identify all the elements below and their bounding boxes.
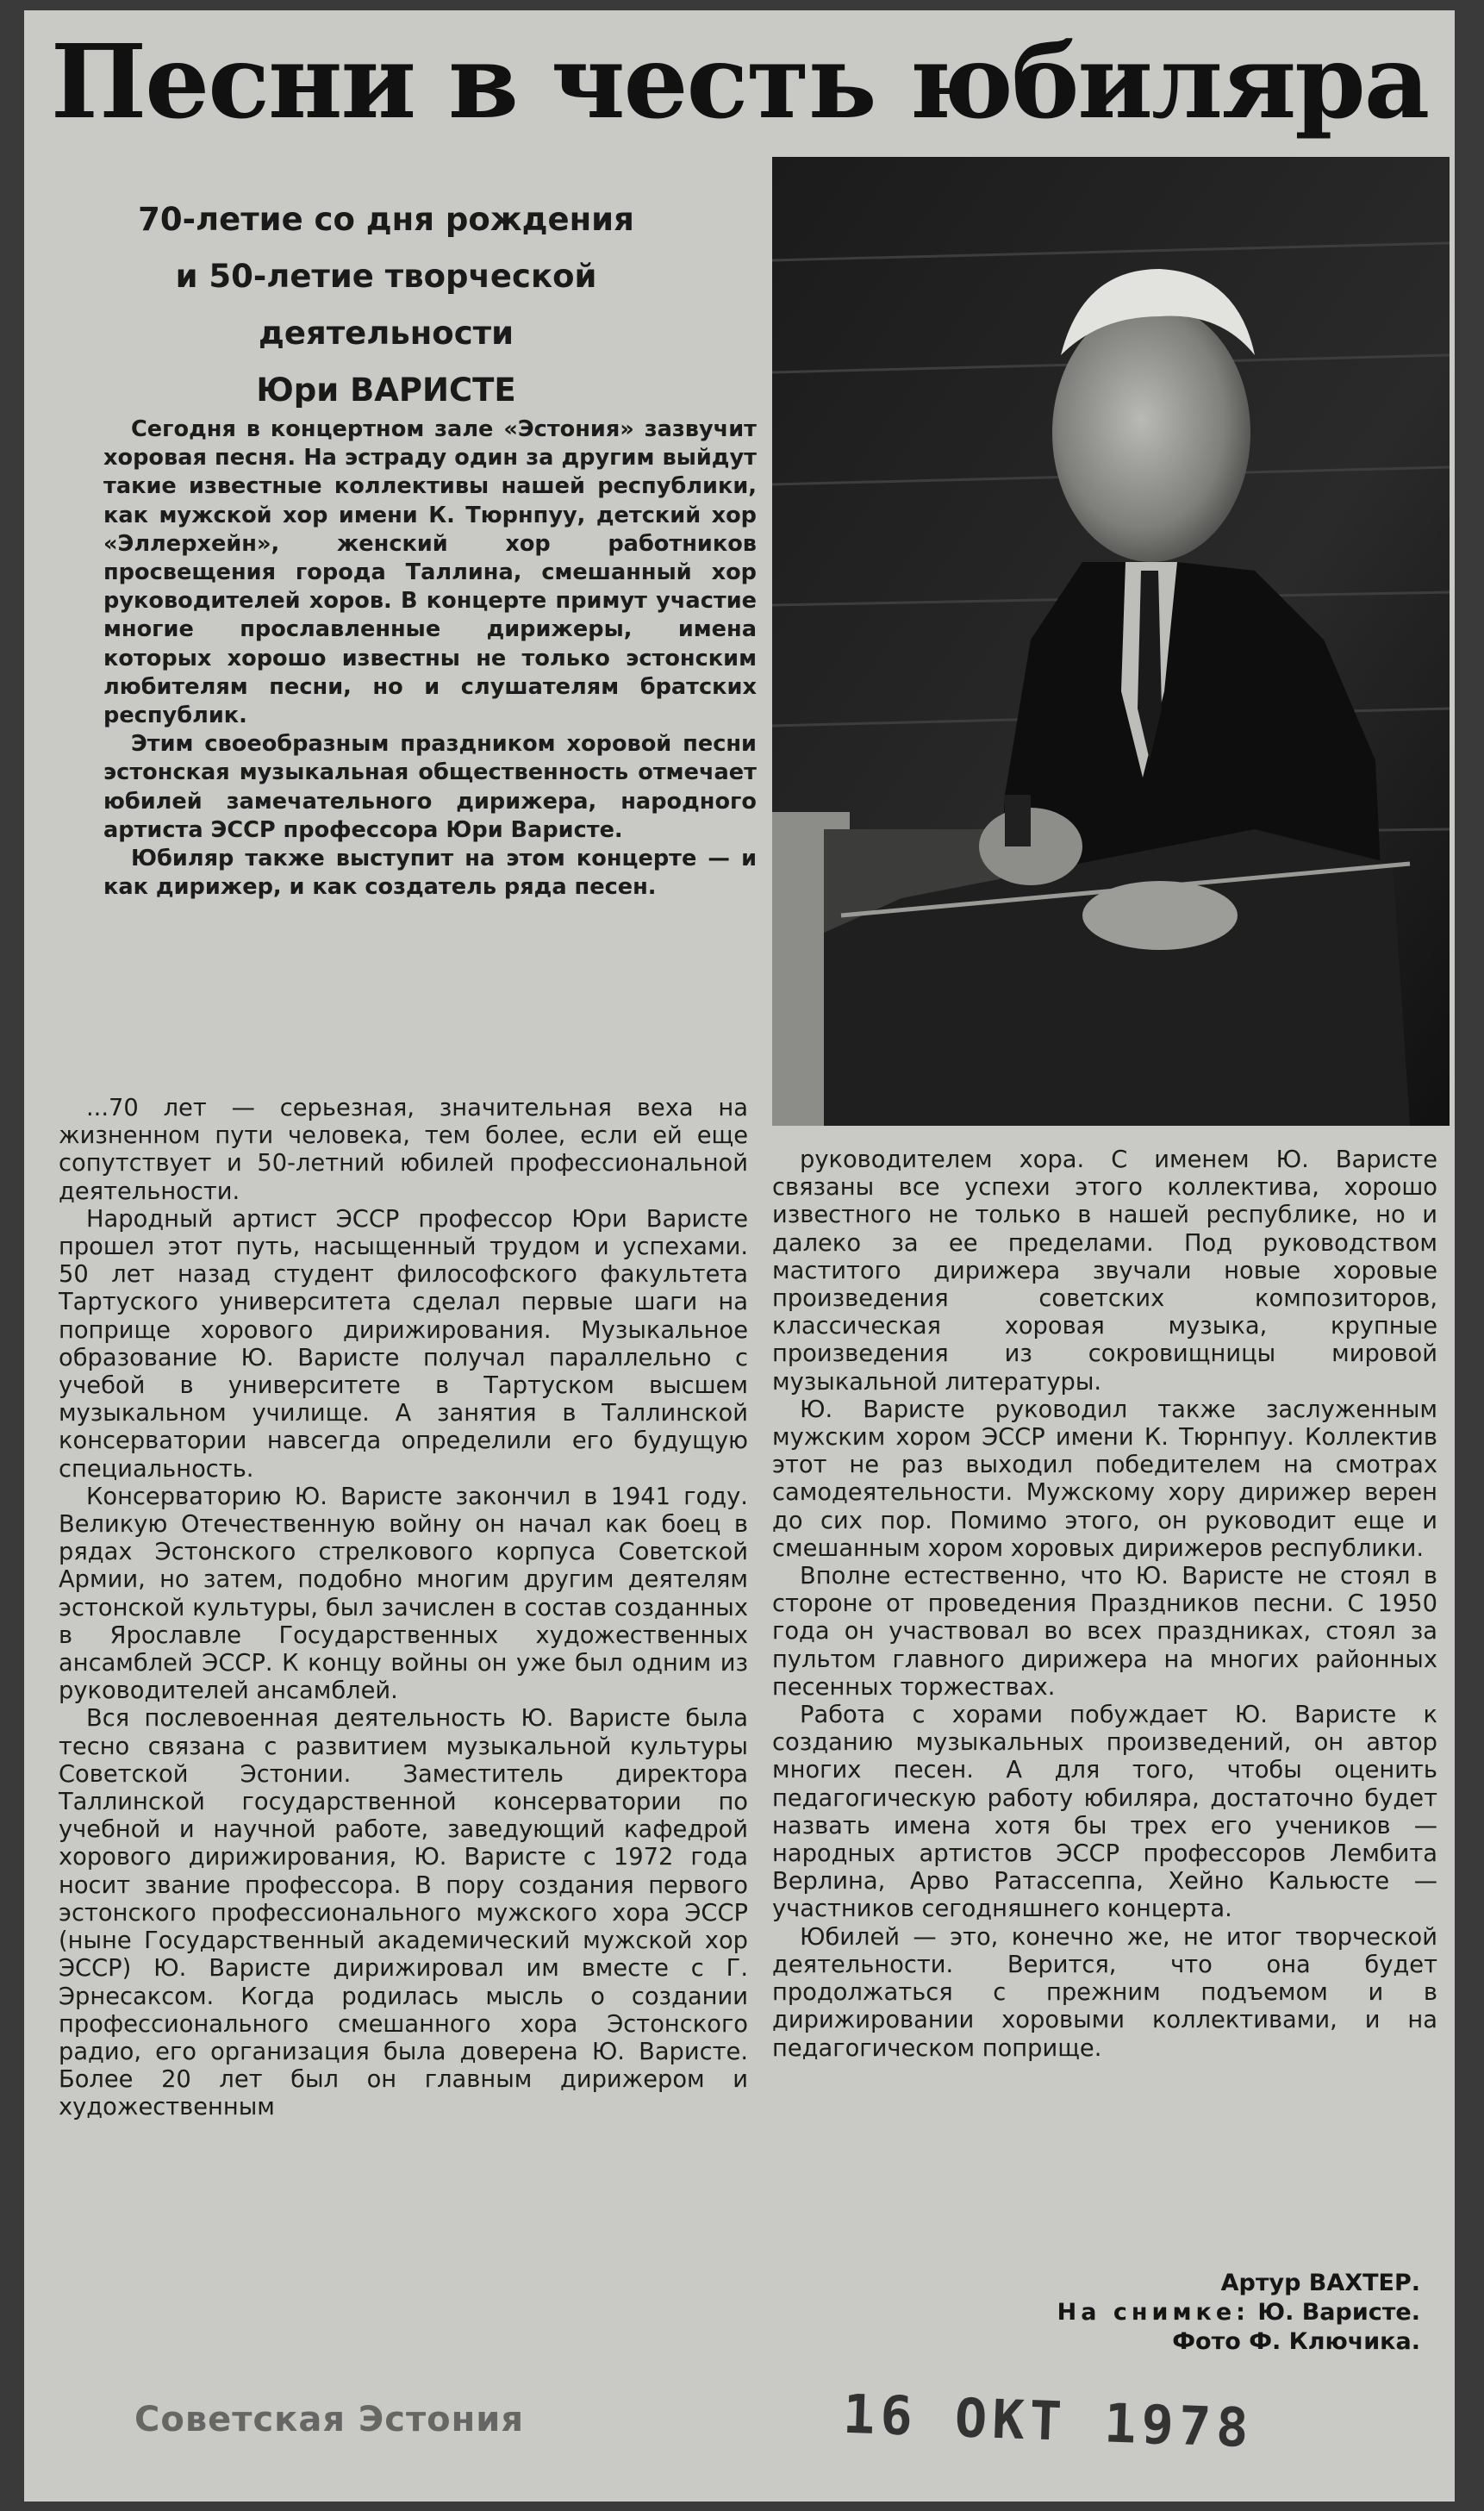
article-column-left: [59, 1095, 748, 2122]
photo-caption-value: Ю. Варисте.: [1257, 2299, 1420, 2326]
portrait-photo-image: [772, 157, 1450, 1126]
newspaper-name-stamp: Советская Эстония: [134, 2400, 524, 2439]
subheadline: [59, 191, 714, 419]
headline: Песни в честь юбиляра: [50, 22, 1429, 141]
article-paragraph: Вся послевоенная деятельность Ю. Варисте была тесно связана с развитием музыкальной культуры Советской Эстонии. Заместитель директора Таллинской государственной консерватории по учебной и научной работе, заведующий кафедрой хорового дирижирования, Ю. Варисте с 1972 года носит звание профессора. В пору создания первого эстонского профессионального мужского хора ЭССР (ныне Государственный академический мужской хор ЭССР) Ю. Варисте дирижировал им вместе с Г. Эрнесаксом. Когда родилась мысль о создании профессионального смешанного хора Эстонского радио, его организация была доверена Ю. Варисте. Более 20 лет был он главным дирижером и художественным: [59, 1705, 748, 2121]
photo-caption: [938, 2298, 1420, 2327]
article-paragraph: ...70 лет — серьезная, значительная веха на жизненном пути человека, тем более, если ей еще сопутствует и 50-летний юбилей профессиональной деятельности.: [59, 1095, 748, 1205]
portrait-photo: [772, 157, 1450, 1126]
article-column-right: [772, 1146, 1437, 2063]
article-paragraph: Народный артист ЭССР профессор Юри Варисте прошел этот путь, насыщенный трудом и успехами. 50 лет назад студент философского факультета Тартуского университета сделал первые шаги на поприще хорового дирижирования. Музыкальное образование Ю. Варисте получал параллельно с учебой в университете в Тартуском высшем музыкальном училище. А занятия в Таллинской консерватории навсегда определили его будущую специальность.: [59, 1205, 748, 1483]
subheadline-line-3: Юри ВАРИСТЕ: [256, 372, 516, 409]
article-paragraph: Консерваторию Ю. Варисте закончил в 1941 году. Великую Отечественную войну он начал как боец в рядах Эстонского стрелкового корпуса Советской Армии, но затем, подобно многим другим деятелям эстонской культуры, был зачислен в состав созданных в Ярославле Государственных художественных ансамблей ЭССР. К концу войны он уже был одним из руководителей ансамблей.: [59, 1483, 748, 1705]
lead-paragraph: Этим своеобразным праздником хоровой песни эстонская музыкальная общественность отмечает юбилей замечательного дирижера, народного артиста ЭССР профессора Юри Варисте.: [103, 731, 757, 843]
lead-paragraph: Юбиляр также выступит на этом концерте — и как дирижер, и как создатель ряда песен.: [103, 846, 757, 901]
photo-credit: Фото Ф. Ключика.: [1172, 2328, 1420, 2355]
article-paragraph: руководителем хора. С именем Ю. Варисте связаны все успехи этого коллектива, хорошо известного не только в нашей республике, но и далеко за ее пределами. Под руководством маститого дирижера звучали новые хоровые произведения советских композиторов, классическая хоровая музыка, крупные произведения из сокровищницы мировой музыкальной литературы.: [772, 1146, 1437, 1396]
article-paragraph: Вполне естественно, что Ю. Варисте не стоял в стороне от проведения Праздников песни. С 1950 года он участвовал во всех праздниках, стоял за пультом главного дирижера на многих районных песенных торжествах.: [772, 1563, 1437, 1701]
lead-paragraphs: [103, 415, 757, 902]
newspaper-clipping: [24, 10, 1455, 2502]
subheadline-line-2: и 50-летие творческой деятельности: [175, 258, 597, 352]
article-paragraph: Работа с хорами побуждает Ю. Варисте к созданию музыкальных произведений, он автор многих песен. А для того, чтобы оценить педагогическую работу юбиляра, достаточно будет назвать имена хотя бы трех его учеников — народных артистов ЭССР профессоров Лембита Верлина, Арво Ратассеппа, Хейно Кальюсте — участников сегодняшнего концерта.: [772, 1702, 1437, 1923]
date-stamp: 16 ОКТ 1978: [841, 2382, 1255, 2460]
article-credits: [938, 2269, 1420, 2357]
article-paragraph: Ю. Варисте руководил также заслуженным мужским хором ЭССР имени К. Тюрнпуу. Коллектив этот не раз выходил победителем на смотрах самодеятельности. Мужскому хору дирижер верен до сих пор. Помимо этого, он руководит еще и смешанным хором хоровых дирижеров республики.: [772, 1396, 1437, 1562]
author-byline: Артур ВАХТЕР.: [1220, 2270, 1420, 2296]
subheadline-line-1: 70-летие со дня рождения: [138, 201, 634, 238]
article-paragraph: Юбилей — это, конечно же, не итог творческой деятельности. Верится, что она будет продолжаться с прежним подъемом и в дирижировании хоровыми коллективами, и на педагогическом поприще.: [772, 1923, 1437, 2062]
photo-caption-label: На снимке:: [1057, 2299, 1250, 2326]
lead-paragraph: Сегодня в концертном зале «Эстония» зазвучит хоровая песня. На эстраду один за другим выйдут такие известные коллективы нашей республики, как мужской хор имени К. Тюрнпуу, детский хор «Эллерхейн», женский хор работников просвещения города Таллина, смешанный хор руководителей хоров. В концерте примут участие многие прославленные дирижеры, имена которых хорошо известны не только эстонским любителям песни, но и слушателям братских республик.: [103, 416, 757, 729]
